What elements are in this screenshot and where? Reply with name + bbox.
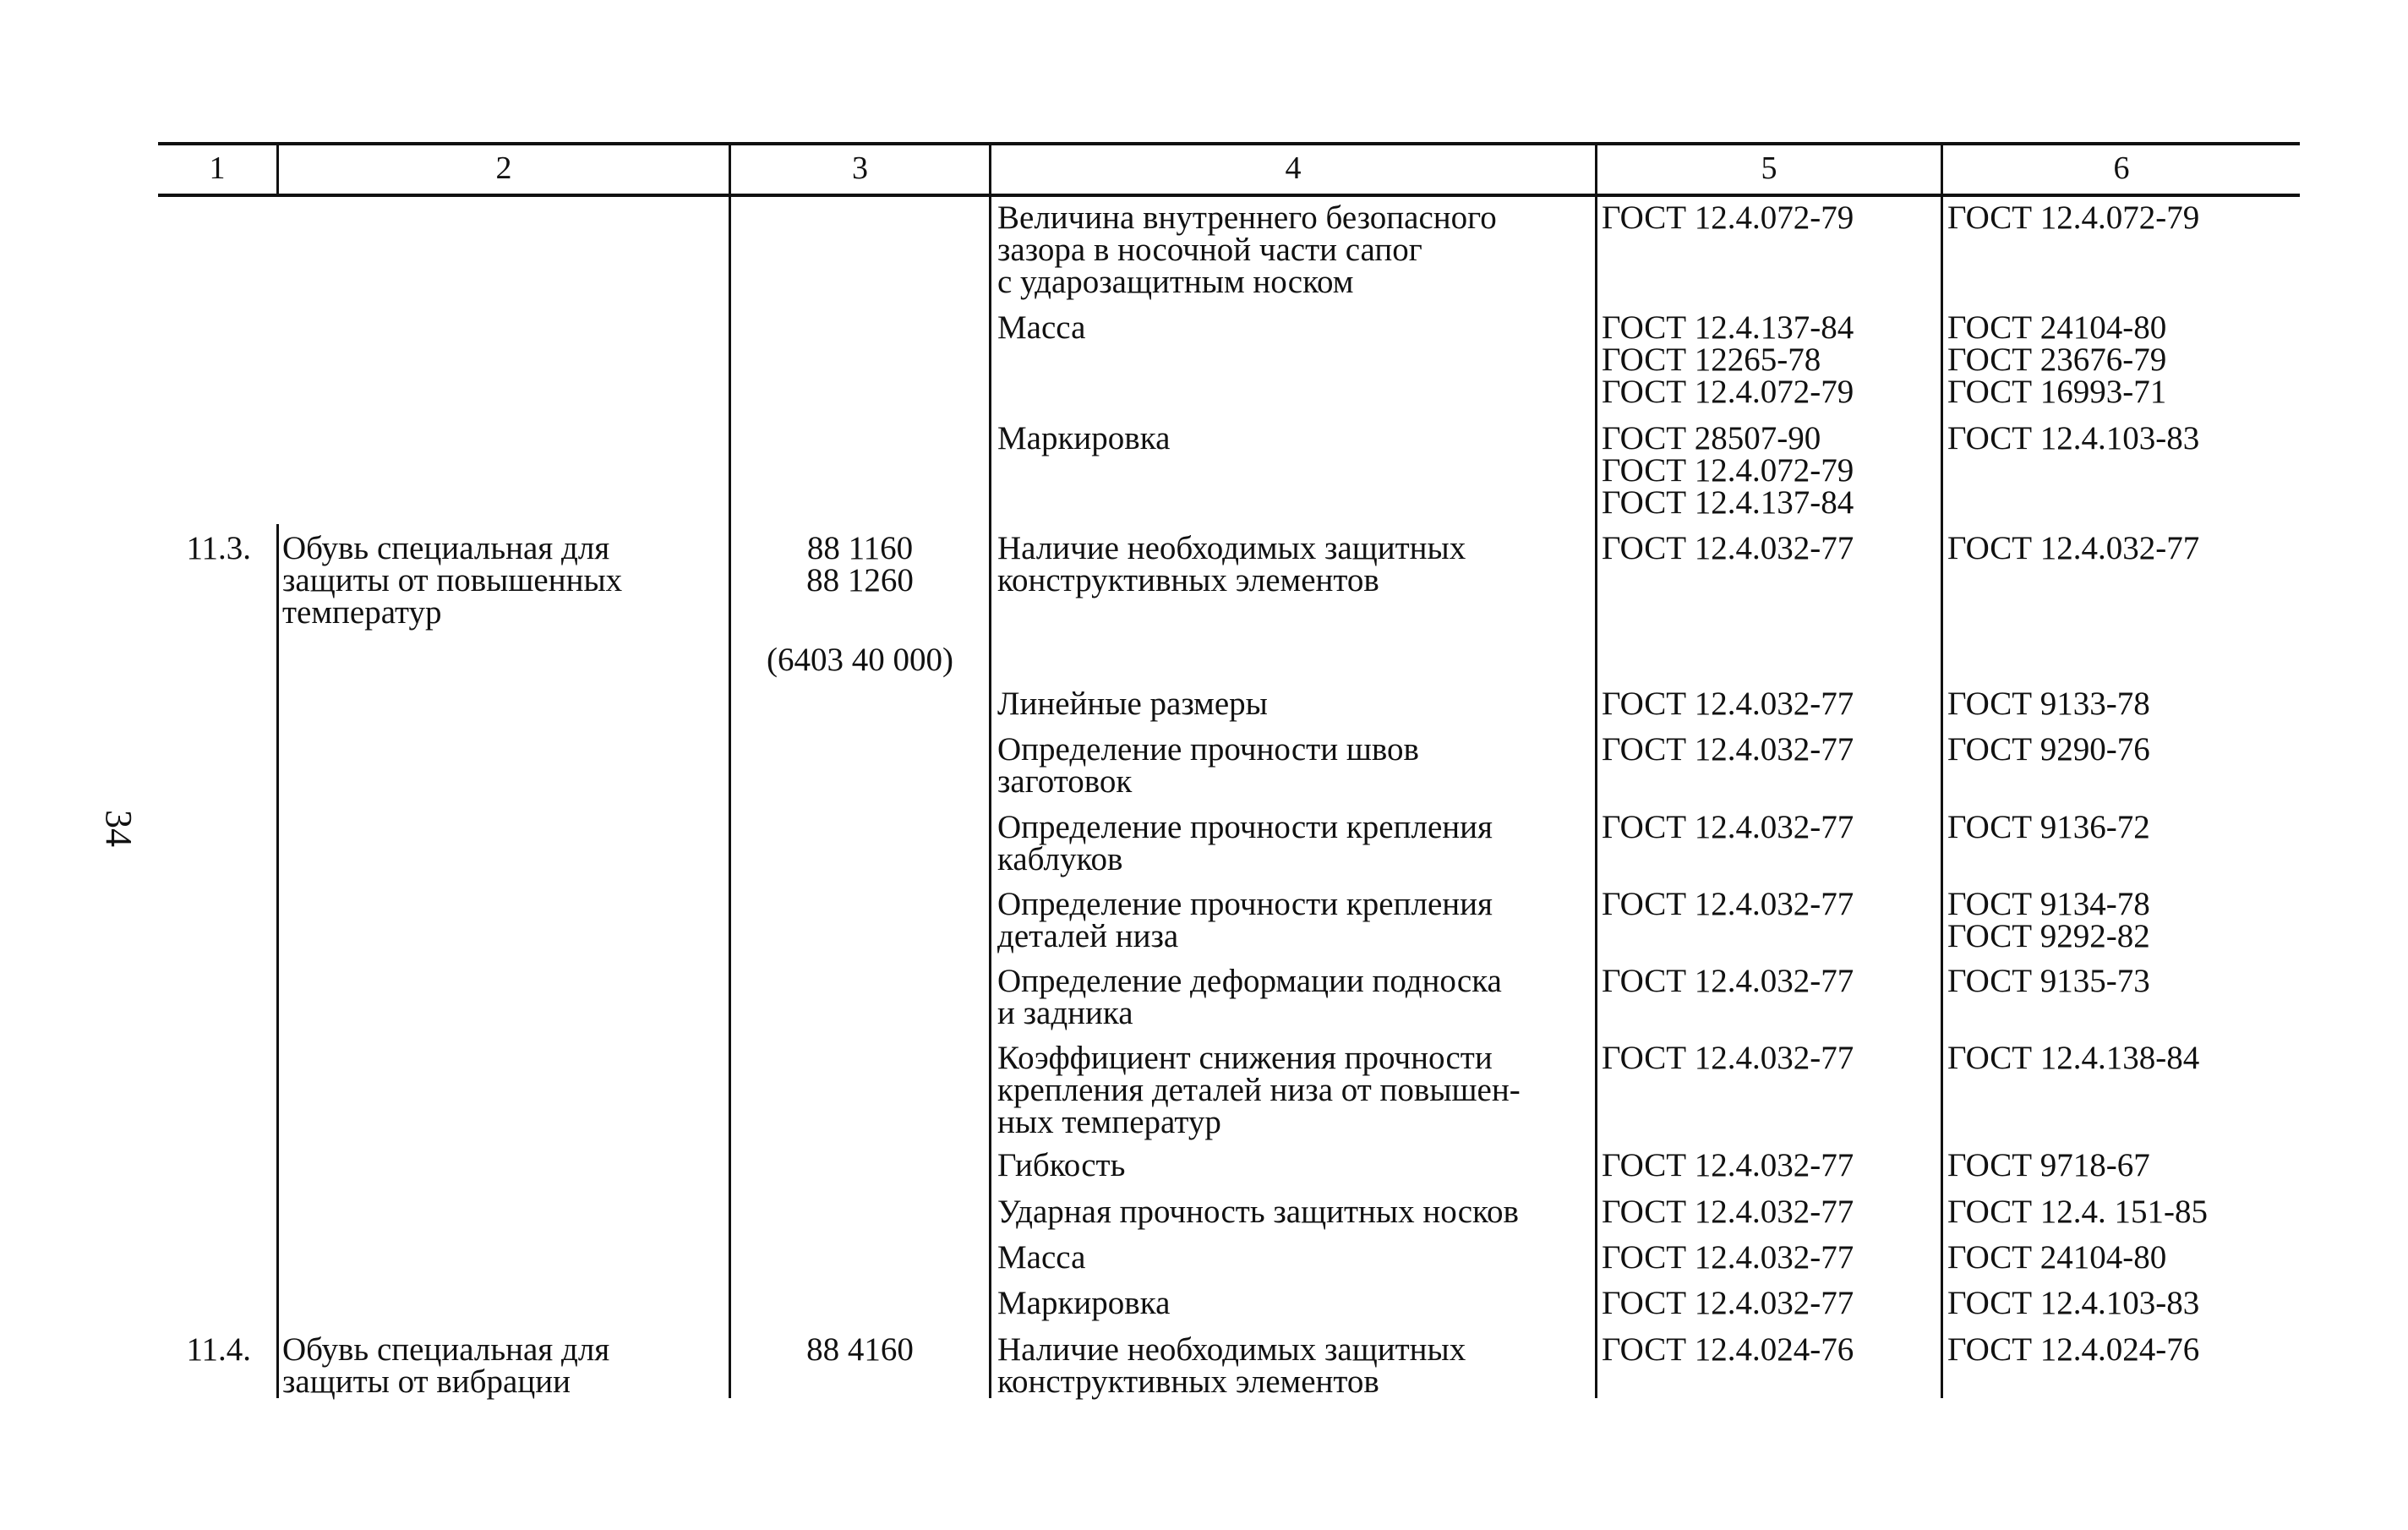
- nd-requirements-cell: ГОСТ 12.4.032-77: [1602, 1147, 1854, 1183]
- product-code: 88 1160 88 1260: [806, 530, 914, 598]
- nd-requirements-cell: ГОСТ 12.4.032-77: [1602, 963, 1854, 999]
- product-code-extra: (6403 40 000): [767, 642, 953, 678]
- nd-requirements-cell: ГОСТ 12.4.032-77: [1602, 886, 1854, 922]
- nd-requirements-cell: ГОСТ 12.4.032-77: [1602, 686, 1854, 722]
- header-col-6: 6: [2113, 150, 2130, 186]
- item-number: 11.4.: [186, 1331, 251, 1368]
- nd-test-methods-cell: ГОСТ 12.4.024-76: [1947, 1331, 2200, 1368]
- indicator-cell: Наличие необходимых защитных конструктивных элементов: [997, 1331, 1466, 1400]
- nd-requirements-cell: ГОСТ 12.4.032-77: [1602, 1239, 1854, 1276]
- nd-test-methods-cell: ГОСТ 9290-76: [1947, 731, 2150, 768]
- header-col-1: 1: [209, 150, 226, 186]
- indicator-cell: Коэффициент снижения прочности крепления деталей низа от повышен- ных температур: [997, 1040, 1521, 1140]
- nd-requirements-cell: ГОСТ 28507-90 ГОСТ 12.4.072-79 ГОСТ 12.4.137-84: [1602, 420, 1854, 521]
- col-divider-3: [989, 142, 991, 1398]
- nd-requirements-cell: ГОСТ 12.4.032-77: [1602, 809, 1854, 845]
- page-number: 34: [98, 810, 139, 847]
- nd-requirements-cell: ГОСТ 12.4.032-77: [1602, 731, 1854, 768]
- indicator-cell: Масса: [997, 309, 1086, 346]
- nd-requirements-cell: ГОСТ 12.4.137-84 ГОСТ 12265-78 ГОСТ 12.4.072-79: [1602, 309, 1854, 410]
- nd-requirements-cell: ГОСТ 12.4.024-76: [1602, 1331, 1854, 1368]
- header-col-4: 4: [1285, 150, 1302, 186]
- nd-test-methods-cell: ГОСТ 12.4.072-79: [1947, 199, 2200, 236]
- col-divider-2: [729, 142, 731, 1398]
- header-col-3: 3: [852, 150, 868, 186]
- indicator-cell: Гибкость: [997, 1147, 1126, 1183]
- indicator-cell: Определение прочности крепления каблуков: [997, 809, 1493, 877]
- nd-test-methods-cell: ГОСТ 9135-73: [1947, 963, 2150, 999]
- indicator-cell: Наличие необходимых защитных конструктивных элементов: [997, 530, 1466, 598]
- nd-requirements-cell: ГОСТ 12.4.032-77: [1602, 1285, 1854, 1321]
- indicator-cell: Определение прочности крепления деталей низа: [997, 886, 1493, 954]
- nd-test-methods-cell: ГОСТ 9136-72: [1947, 809, 2150, 845]
- nd-requirements-cell: ГОСТ 12.4.032-77: [1602, 1040, 1854, 1076]
- nd-test-methods-cell: ГОСТ 9133-78: [1947, 686, 2150, 722]
- col-divider-4: [1595, 142, 1597, 1398]
- indicator-cell: Линейные размеры: [997, 686, 1268, 722]
- nd-test-methods-cell: ГОСТ 12.4.103-83: [1947, 420, 2200, 456]
- header-bottom-rule: [158, 194, 2300, 197]
- header-col-2: 2: [495, 150, 512, 186]
- nd-test-methods-cell: ГОСТ 9134-78 ГОСТ 9292-82: [1947, 886, 2150, 954]
- nd-test-methods-cell: ГОСТ 12.4.032-77: [1947, 530, 2200, 566]
- nd-test-methods-cell: ГОСТ 9718-67: [1947, 1147, 2150, 1183]
- indicator-cell: Ударная прочность защитных носков: [997, 1194, 1519, 1230]
- indicator-cell: Маркировка: [997, 1285, 1171, 1321]
- product-code: 88 4160: [806, 1331, 914, 1368]
- indicator-cell: Величина внутреннего безопасного зазора в носочной части сапог с ударозащитным носком: [997, 199, 1497, 300]
- table-top-rule: [158, 142, 2300, 145]
- nd-test-methods-cell: ГОСТ 12.4. 151-85: [1947, 1194, 2209, 1230]
- product-name: Обувь специальная для защиты от вибрации: [282, 1331, 610, 1400]
- col-divider-5: [1941, 142, 1943, 1398]
- nd-test-methods-cell: ГОСТ 24104-80 ГОСТ 23676-79 ГОСТ 16993-71: [1947, 309, 2167, 410]
- nd-requirements-cell: ГОСТ 12.4.072-79: [1602, 199, 1854, 236]
- nd-test-methods-cell: ГОСТ 12.4.138-84: [1947, 1040, 2200, 1076]
- nd-requirements-cell: ГОСТ 12.4.032-77: [1602, 1194, 1854, 1230]
- indicator-cell: Маркировка: [997, 420, 1171, 456]
- indicator-cell: Определение прочности швов заготовок: [997, 731, 1419, 800]
- nd-requirements-cell: ГОСТ 12.4.032-77: [1602, 530, 1854, 566]
- item-number: 11.3.: [186, 530, 251, 566]
- nd-test-methods-cell: ГОСТ 12.4.103-83: [1947, 1285, 2200, 1321]
- col-divider-1-body: [276, 524, 279, 1398]
- product-name: Обувь специальная для защиты от повышенных температур: [282, 530, 623, 631]
- nd-test-methods-cell: ГОСТ 24104-80: [1947, 1239, 2167, 1276]
- indicator-cell: Определение деформации подноска и задника: [997, 963, 1502, 1031]
- indicator-cell: Масса: [997, 1239, 1086, 1276]
- header-col-5: 5: [1761, 150, 1777, 186]
